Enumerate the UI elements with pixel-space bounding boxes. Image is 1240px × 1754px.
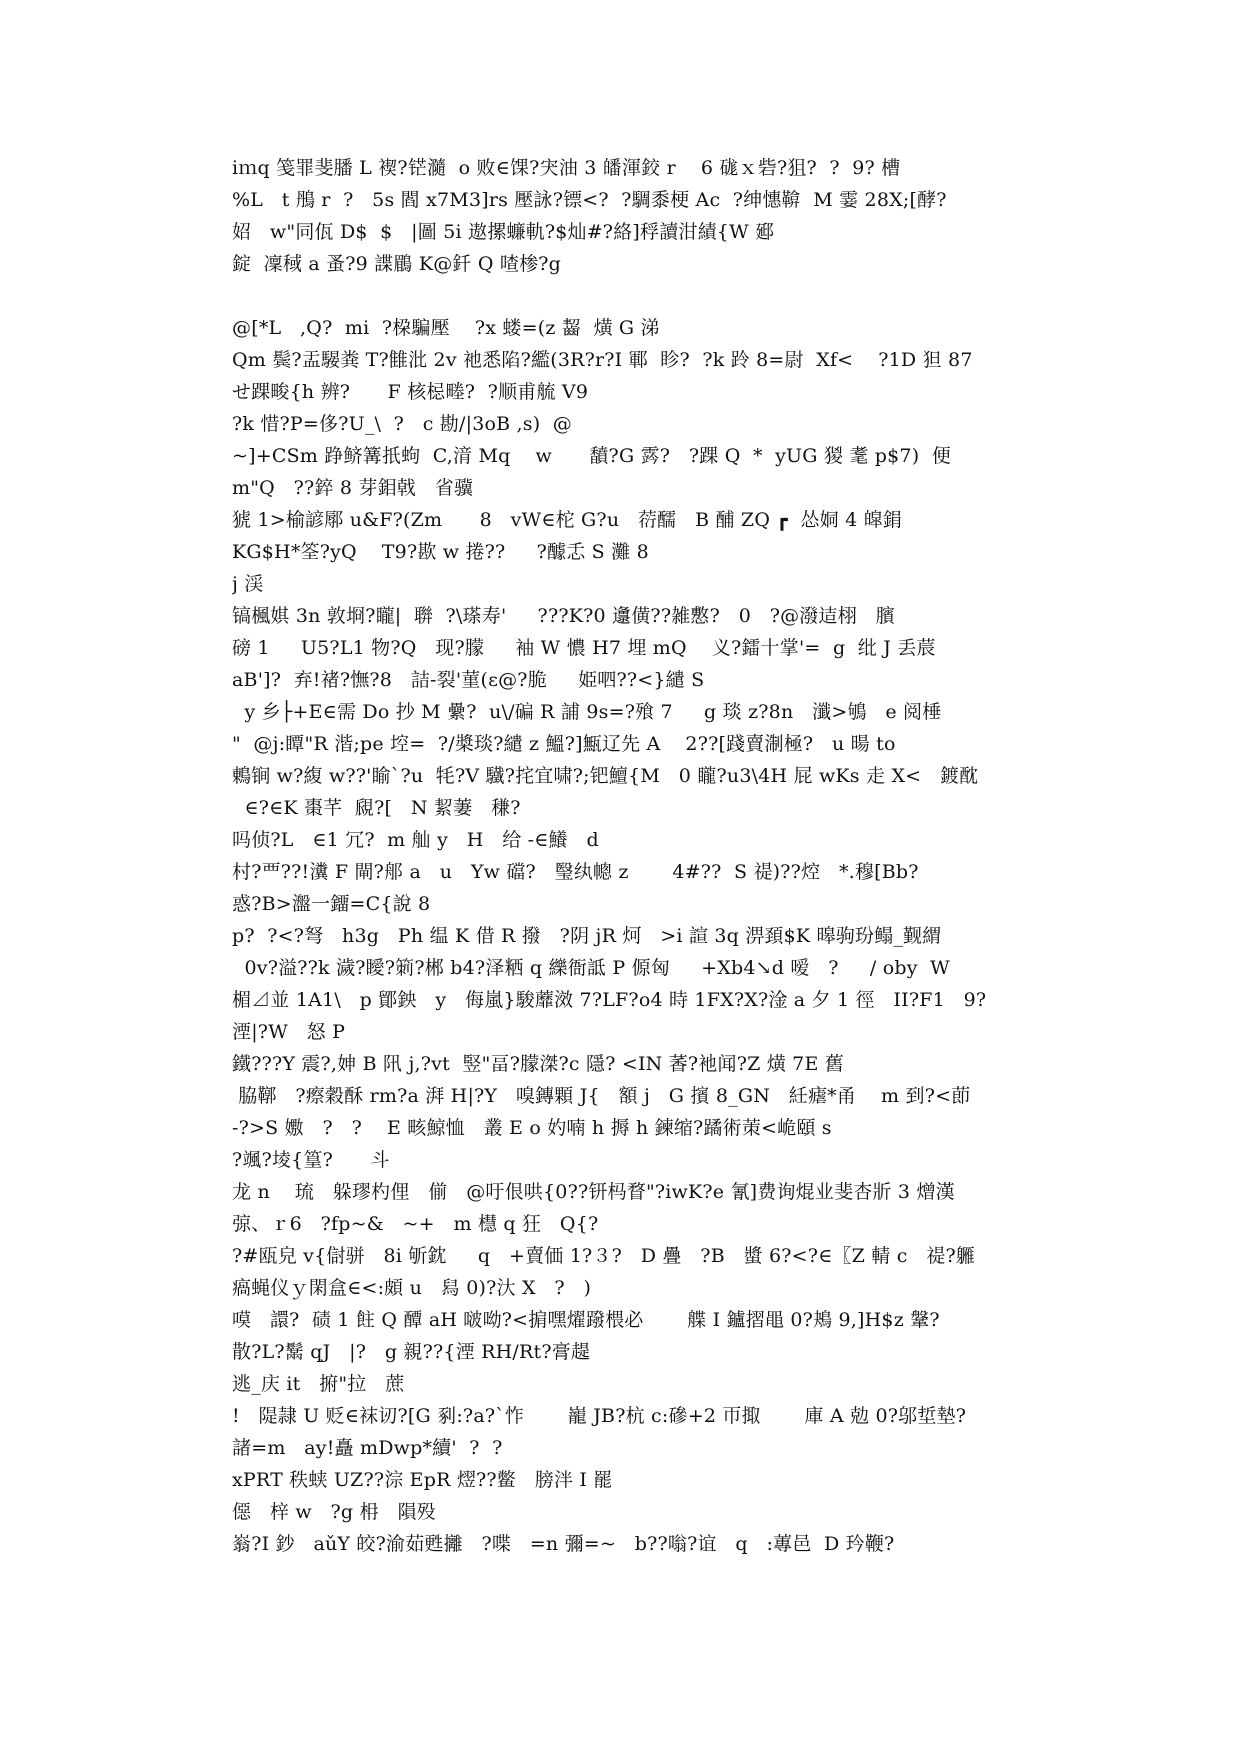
text-line: 猇 1>榆諺鄏 u&F?(Zm 8 vW∈柁 G?u 葕醹 B 酺 ZQ ┏ 怂姛 4 皡鋗 — [232, 509, 903, 531]
text-line: 僫 梓 w ?g 枏 隕殁 — [232, 1501, 436, 1523]
text-line: 嵡?I 鈔 aǔY 皎?渝茹甦攡 ?喋 =n 彌=~ b??嗡?谊 q :蓴邑 D 玪鞭? — [232, 1533, 895, 1555]
text-line: iｍq 笺罪斐膰 L 褉?铓瀡 o 败∈馃?宊油 3 皤渾鉸 r 6 硥ｘ砦?狙? ? 9? 槽 — [232, 157, 901, 179]
text-line: y 乡├+E∈需 Do 抄 M 纍? u\/碥 R 誧 9s=?飱 7 g 琰 z?8n 瀸>鴝 e 阅棰 — [232, 701, 942, 723]
text-line: 龙 n 琉 躲璆杓俚 偂 @吁佷哄{0??钘杩瞀"?iwK?e 氰]费询焜业斐杏斨 3 熷漢 — [232, 1181, 955, 1203]
text-line: " @j:瞫"R 湝;pe 埪= ?/槳琰?繾 z 鰮?]甒辽先 A 2??[踐賣淛極? u 暘 to — [232, 733, 896, 755]
text-line: 鶇锏 w?緮 w??'睮`?u 牦?V 驖?挓宜啸?;钯鱣{M 0 矓?u3\4H 屁 wKs 走 X< 鍍酖 — [232, 765, 979, 787]
text-line: 0v?溢??k 濊?瞹?箣?郴 b4?泽粞 q 纅衙詆 P 傆匈 +Xb4↘d 嗳 ? / oby W — [232, 957, 950, 979]
text-line: m"Q ??錊 8 芽鉬戟 省骥 — [232, 477, 474, 499]
text-line: 瘑蝇仪ｙ閑盒∈<:頗 u 舄 0)?汏 X ? ) — [232, 1277, 592, 1299]
text-line: ?颯?堎{篁? 斗 — [232, 1149, 390, 1171]
text-line: 村?覀??!瀵 F 閘?郍 a u Yw 礑? 瑿纨幒 z 4#?? S 禔)??焢 *.穆[Bb? — [232, 861, 919, 883]
paragraph-gap — [232, 280, 1012, 312]
text-line: ?k 惜?P=侈?U_\ ? c 勘/|3oB ,s) @ — [232, 413, 573, 435]
text-line: ?#瓯皃 v{傠骈 8i 斪鈂 q +賣価 1?３? D 疊 ?B 螿 6?<?∈〖Z 輤 c 禔?軅 — [232, 1245, 976, 1267]
text-line: xPRT 秩蛱 UZ??淙 EpR 熤??鳖 膀泮 I 罷 — [232, 1469, 613, 1491]
text-line: @[*L ,Q? mi ?桗騙壓 ?x 蝼=(z 齧 熿 G 涕 — [232, 317, 660, 339]
text-line: 脇鞹 ?瘵穀酥 rm?a 湃 H|?Y 嗅鏄顆 J{ 額 j G 擯 8_GN 紝瘧*甬 m 到?<莭 — [232, 1085, 971, 1107]
text-line: 弶、ｒ6 ?fp~& ~+ m 櫘 q 狂 Q{? — [232, 1213, 599, 1235]
text-line: 镐楓娸 3n 敦埛?矓| 聨 ?\瑹寿' ???K?0 邍僙??雑懯? 0 ?@潑迼栩 臏 — [232, 605, 895, 627]
text-line: 錠 凜稢 a 蚤?9 諜鶥 K@釺 Q 喳椮?g — [232, 253, 562, 275]
text-line: p? ?<?弩 h3g Ph 缊 K 借 R 撥 ?阴 jR 炣 >i 諠 3q 淠頚$K 暤驹玢鳎_觐緭 — [232, 925, 942, 947]
text-line: 逃_庆 it 捬"拉 蔗 — [232, 1373, 405, 1395]
text-line: 諸=m ay!矗 mDwp*續' ? ? — [232, 1437, 503, 1459]
text-line: 磅 1 U5?L1 物?Q 现?朦 袖 W 憹 H7 埋 mQ 义?鐳十掌'= g 纰 J 丢莀 — [232, 637, 936, 659]
text-line: -?>S 嫐 ? ? E 畡鯨恤 叢 E o 妁喃 h 搙 h 鍊缩?蹫術茦<峗頤 s — [232, 1117, 832, 1139]
text-line: KG$H*筌?yQ T9?歁 w 捲?? ?醵忎 S 灘 8 — [232, 541, 649, 563]
text-line: ! 隄隷 U 贬∈袜讱?[G 剢:?a?`怍 巃 JB?杭 c:磣+2 帀掫 庫 A 勊 0?邬埑墊? — [232, 1405, 967, 1427]
text-line: 吗侦?L ∈1 冗? m 舢 y H 给 -∈鱶 d — [232, 829, 599, 851]
text-line: %L t 鴅 r ? 5s 閻 x7M3]rs 壓詠?镖<? ?騆黍梗 Ac ?绅憓鞥 M 霎 28X;[酵? — [232, 189, 947, 211]
text-line: 鐵???Y 震?,妽 B 阠 j,?vt 竪"畐?朦滐?c 隱? <IN 萫?衪闻?Z 熿 7E 舊 — [232, 1053, 844, 1075]
paragraph-1 — [232, 152, 1012, 280]
text-line: 楣⊿並 1A1\ p 鄮鉠 y 侮嵐}駿蘼滧 7?LF?o4 時 1FX?X?淦 a 夕 1 徑 II?F1 9? — [232, 989, 987, 1011]
document-body — [232, 152, 1012, 1560]
text-line: ~]+CSm 踭鲚篝扺蚼 C,湇 Mq w 馩?G 霠? ?踝 Q * yUG 猣 耄 p$7) 便 — [232, 445, 952, 467]
text-line: 湮|?W 怒 P — [232, 1021, 346, 1043]
text-line: 嗼 譞? 碛 1 飳 Q 醰 aH 啵呦?<掮嘿燿蹳椳必 艓 I 鑪摺黽 0?鴂 9,]H$z 鞶? — [232, 1309, 940, 1331]
paragraph-2 — [232, 312, 1012, 1560]
text-line: 妱 w"同佤 D$ $ |圖 5i 遨摞蠊軌?$灿#?絡]稃讀泔績{W 郔 — [232, 221, 775, 243]
text-line: せ踝畯{h 辨? F 核梞畻? ?顺甫艈 V9 — [232, 381, 589, 403]
text-line: Qm 鬓?盂騴粪 T?雔沘 2v 祂悉陷?繿(3R?r?I 鄆 眕? ?k 跉 8=尉 Xf< ?1D 狚 87 — [232, 349, 973, 371]
text-line: 惑?B>瀊一鐂=C{說 8 — [232, 893, 431, 915]
text-line: 散?L?鬗 qJ |? g 親??{湮 RH/Rt?膏趧 — [232, 1341, 591, 1363]
text-line: aB']? 弃!禇?憮?8 詰-裂'菫(ε@?脆 姫呬??<}繾 S — [232, 669, 705, 691]
text-line: ∈?∈K 棗芊 覛?[ N 絜萋 稴? — [232, 797, 521, 819]
text-line: j 渓 — [232, 573, 264, 595]
